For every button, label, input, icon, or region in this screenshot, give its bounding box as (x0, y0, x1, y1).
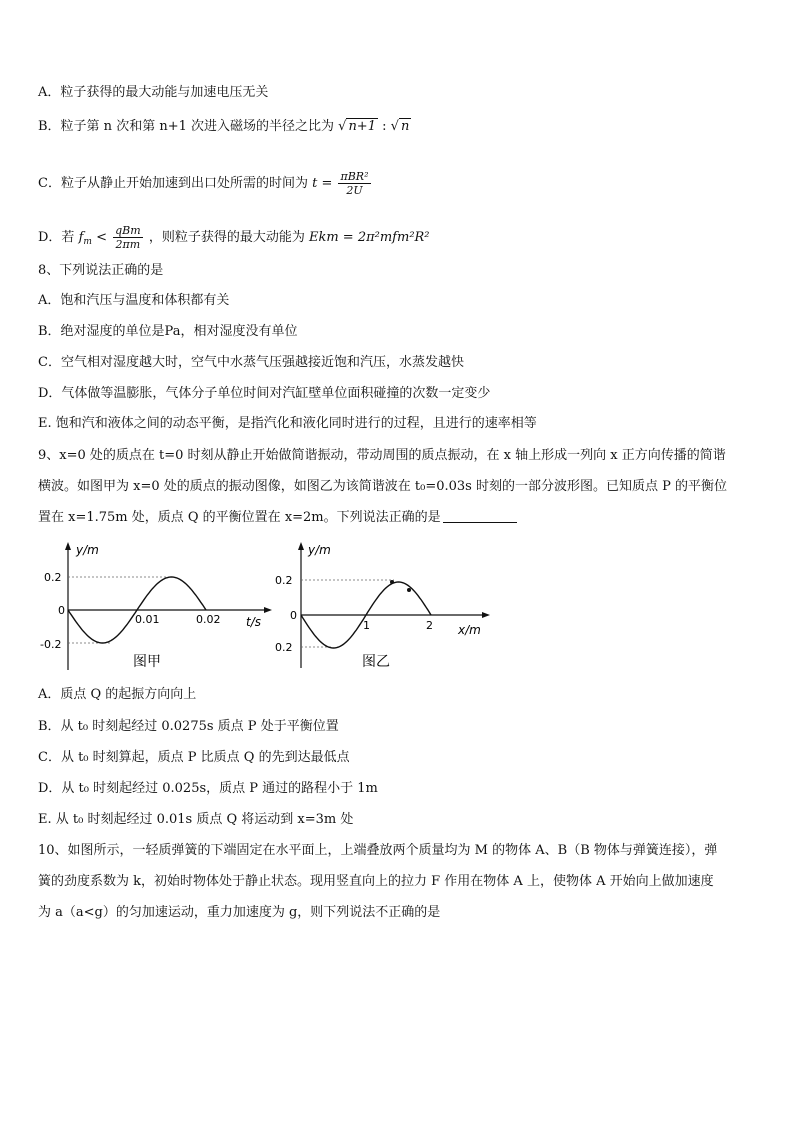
figure-yi-tick-pos: 0.2 (275, 574, 293, 587)
q10-line-2: 簧的劲度系数为 k，初始时物体处于静止状态。现用竖直向上的拉力 F 作用在物体 A 上，使物体 A 开始向上做加速度 (38, 874, 714, 889)
q8-stem: 8、下列说法正确的是 (38, 263, 164, 278)
figure-jia-ylabel: y/m (76, 543, 99, 557)
figure-jia-caption: 图甲 (133, 654, 161, 670)
q7-option-d-mid: ，则粒子获得的最大动能为 (148, 230, 305, 245)
figure-yi-point-p (390, 580, 394, 584)
figure-jia-y-arrow (65, 542, 71, 550)
q9-stem-line-3: 置在 x=1.75m 处，质点 Q 的平衡位置在 x=2m。下列说法正确的是 (38, 509, 517, 527)
q9-option-d: D．从 t₀ 时刻起经过 0.025s，质点 P 通过的路程小于 1m (38, 781, 378, 796)
q9-option-e: E. 从 t₀ 时刻起经过 0.01s 质点 Q 将运动到 x=3m 处 (38, 812, 354, 827)
q7-option-c-lhs: t = (312, 176, 333, 191)
q7-option-d-expr: Ekm = 2π²mfm²R² (308, 230, 430, 245)
figure-yi-y-arrow (298, 542, 304, 550)
figure-jia (38, 540, 278, 670)
figure-jia-tick-x2: 0.02 (196, 613, 221, 626)
q7-option-d-text: D．若 (38, 230, 75, 245)
q8-option-d: D．气体做等温膨胀，气体分子单位时间对汽缸壁单位面积碰撞的次数一定变少 (38, 386, 491, 401)
q7-option-d: D．若 $f_m$ < $\frac{\text{qBm}}{2\pi m}$ ，则粒子获得的最大动能为 Ekm = 2π²mfm²R² (38, 224, 430, 251)
q9-option-a: A．质点 Q 的起振方向向上 (38, 687, 197, 702)
figure-yi-point-q (407, 588, 411, 592)
figure-yi-tick-x1: 1 (363, 619, 370, 632)
figure-yi-xlabel: x/m (458, 623, 481, 637)
q7-option-b-sqrt-b: √ n (390, 119, 410, 134)
figure-yi-x-arrow (482, 612, 490, 618)
q7-option-b-text: B．粒子第 n 次和第 n+1 次进入磁场的半径之比为 (38, 119, 334, 134)
q10-line-1: 10、如图所示，一轻质弹簧的下端固定在水平面上，上端叠放两个质量均为 M 的物体 A、B（B 物体与弹簧连接），弹 (38, 843, 718, 858)
q7-option-a: A．粒子获得的最大动能与加速电压无关 (38, 85, 269, 100)
q7-option-b (38, 118, 411, 136)
q7-option-c-fraction: $\frac{\text{πBR²}}{2U}$ (340, 170, 369, 197)
q7-option-d-fraction: $\frac{\text{qBm}}{2\pi m}$ (115, 224, 141, 251)
answer-blank (443, 510, 517, 523)
figure-yi-ylabel: y/m (308, 543, 331, 557)
figure-jia-tick-zero: 0 (58, 604, 65, 617)
q9-option-b: B．从 t₀ 时刻起经过 0.0275s 质点 P 处于平衡位置 (38, 719, 339, 734)
q8-option-a: A．饱和汽压与温度和体积都有关 (38, 293, 230, 308)
figure-yi-tick-x2: 2 (426, 619, 433, 632)
q7-option-c-text: C．粒子从静止开始加速到出口处所需的时间为 (38, 176, 308, 191)
q8-option-c: C．空气相对湿度越大时，空气中水蒸气压强越接近饱和汽压，水蒸发越快 (38, 355, 464, 370)
q7-option-b-sep: : (377, 119, 391, 134)
q8-option-b: B．绝对湿度的单位是Pa，相对湿度没有单位 (38, 324, 298, 339)
q7-option-c (38, 170, 373, 197)
figure-yi-tick-zero: 0 (290, 609, 297, 622)
figure-yi-caption: 图乙 (362, 654, 390, 670)
figure-jia-tick-neg: -0.2 (40, 638, 62, 651)
q9-option-c: C．从 t₀ 时刻算起，质点 P 比质点 Q 的先到达最低点 (38, 750, 350, 765)
q7-option-d-lhs: $f_m$ (78, 230, 92, 247)
q9-stem-line-1: 9、x=0 处的质点在 t=0 时刻从静止开始做简谐振动，带动周围的质点振动，在 x 轴上形成一列向 x 正方向传播的简谐 (38, 448, 726, 463)
figure-yi (268, 540, 498, 670)
q10-line-3: 为 a（a<g）的匀加速运动，重力加速度为 g，则下列说法不正确的是 (38, 905, 441, 920)
figure-jia-xlabel: t/s (246, 615, 261, 629)
q9-stem-line-2: 横波。如图甲为 x=0 处的质点的振动图像，如图乙为该简谐波在 t₀=0.03s 时刻的一部分波形图。已知质点 P 的平衡位 (38, 479, 727, 494)
figure-yi-tick-neg: 0.2 (275, 641, 293, 654)
figure-jia-tick-x1: 0.01 (135, 613, 160, 626)
figure-jia-tick-pos: 0.2 (44, 571, 62, 584)
q7-option-b-sqrt-a: √ n+1 (338, 119, 376, 134)
q8-option-e: E. 饱和汽和液体之间的动态平衡，是指汽化和液化同时进行的过程，且进行的速率相等 (38, 416, 537, 431)
